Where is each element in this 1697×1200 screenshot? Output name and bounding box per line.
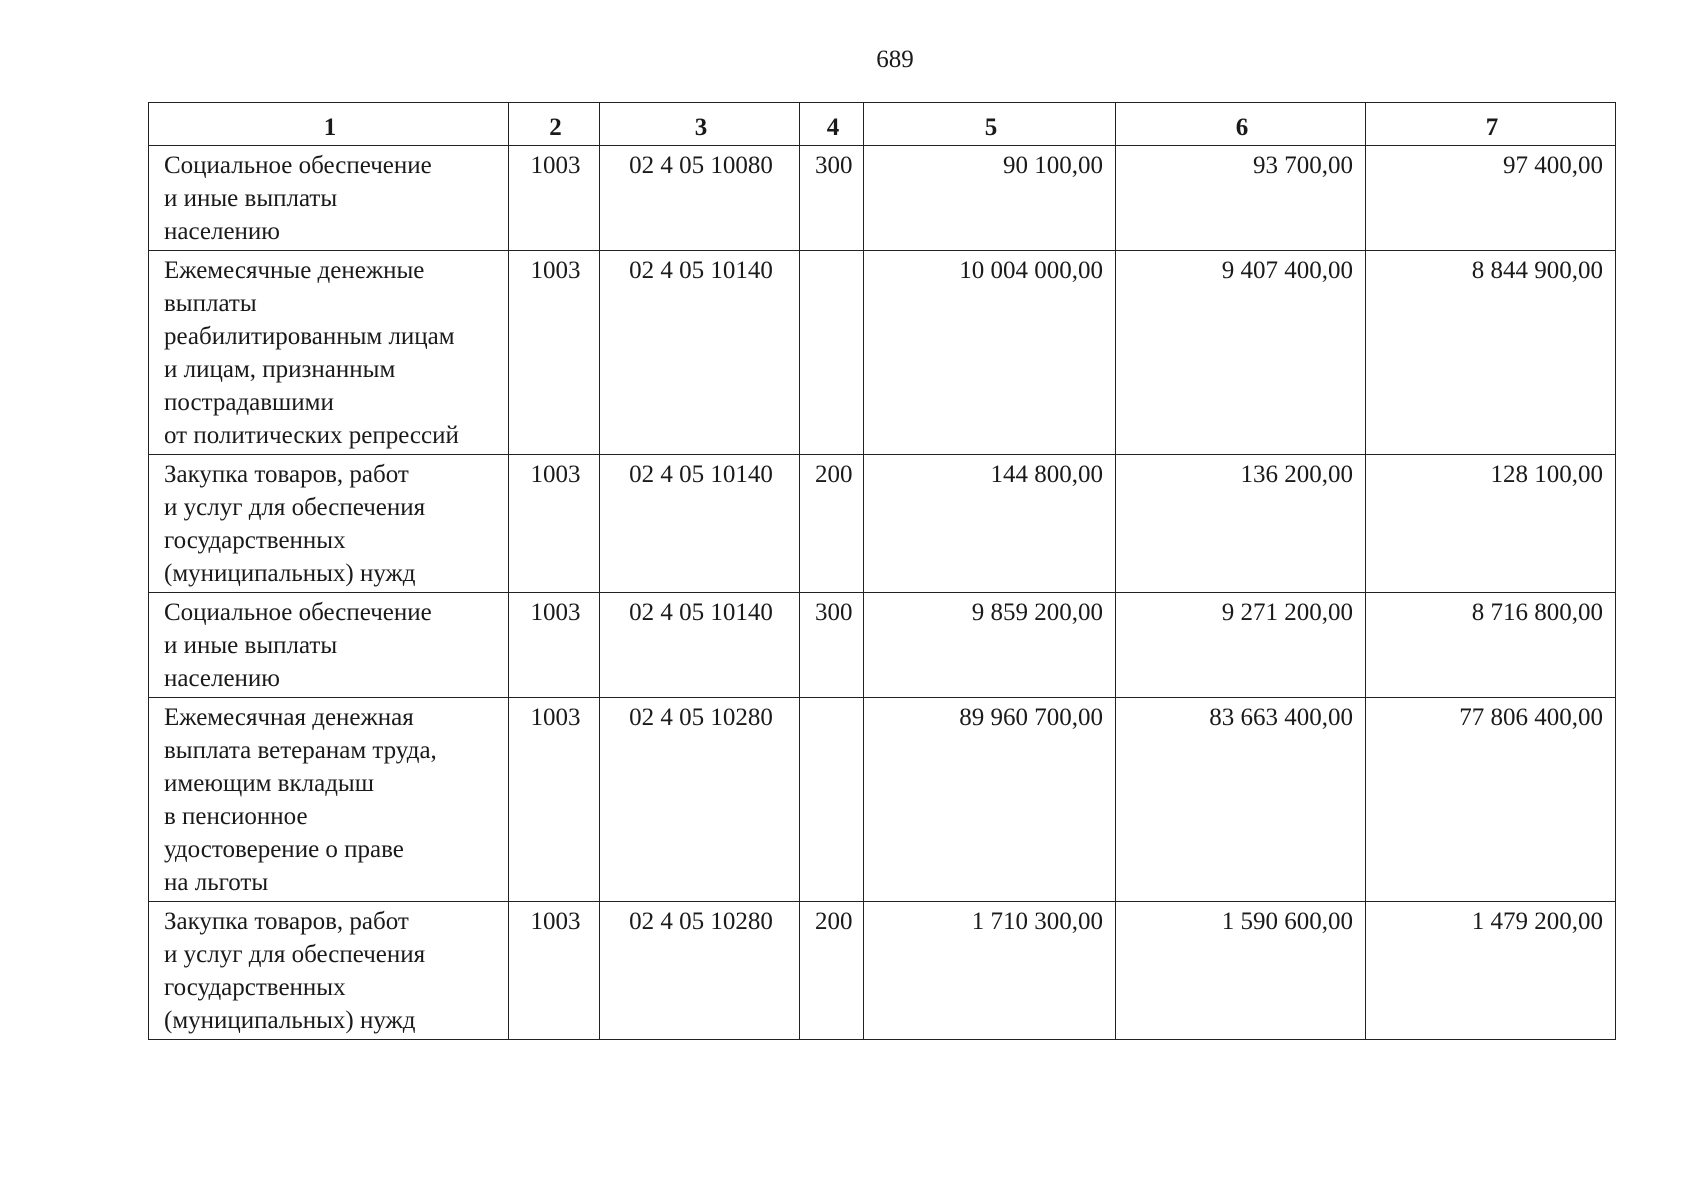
- row-amount-col7: 8 716 800,00: [1366, 593, 1616, 698]
- row-amount-col6: 1 590 600,00: [1116, 902, 1366, 1040]
- row-name-line: имеющим вкладыш: [164, 770, 374, 797]
- row-expense-type: 300: [800, 146, 864, 251]
- row-name-line: государственных: [164, 527, 346, 554]
- row-target-code: 02 4 05 10140: [600, 251, 800, 455]
- header-col-3: 3: [600, 103, 800, 146]
- table-row: [149, 455, 1616, 593]
- table-row: [149, 593, 1616, 698]
- row-name-line: от политических репрессий: [164, 422, 459, 449]
- row-section-code: 1003: [509, 698, 600, 902]
- row-name-line: и иные выплаты: [164, 185, 338, 212]
- row-name-line: Социальное обеспечение: [164, 599, 432, 626]
- row-section-code: 1003: [509, 146, 600, 251]
- row-expense-type: 200: [800, 902, 864, 1040]
- row-expense-type: [800, 698, 864, 902]
- row-name: [149, 251, 509, 455]
- table-body: [149, 146, 1616, 1040]
- row-amount-col6: 136 200,00: [1116, 455, 1366, 593]
- row-name: [149, 593, 509, 698]
- row-name: [149, 902, 509, 1040]
- row-name-line: выплата ветеранам труда,: [164, 737, 437, 764]
- row-name-line: удостоверение о праве: [164, 836, 404, 863]
- row-name-line: Социальное обеспечение: [164, 152, 432, 179]
- row-name-line: и услуг для обеспечения: [164, 494, 426, 521]
- row-name-line: в пенсионное: [164, 803, 308, 830]
- header-col-5: 5: [864, 103, 1116, 146]
- row-amount-col6: 93 700,00: [1116, 146, 1366, 251]
- header-col-2: 2: [509, 103, 600, 146]
- header-col-6: 6: [1116, 103, 1366, 146]
- table-row: [149, 902, 1616, 1040]
- row-name-line: и иные выплаты: [164, 632, 338, 659]
- row-name: [149, 698, 509, 902]
- row-name-line: (муниципальных) нужд: [164, 560, 416, 587]
- row-name-line: и услуг для обеспечения: [164, 941, 426, 968]
- row-amount-col7: 8 844 900,00: [1366, 251, 1616, 455]
- row-amount-col7: 97 400,00: [1366, 146, 1616, 251]
- budget-table: [148, 102, 1616, 1040]
- header-row: [149, 103, 1616, 146]
- page-number: 689: [876, 46, 914, 73]
- row-amount-col7: 1 479 200,00: [1366, 902, 1616, 1040]
- header-col-4: 4: [800, 103, 864, 146]
- row-name-line: реабилитированным лицам: [164, 323, 455, 350]
- row-amount-col5: 1 710 300,00: [864, 902, 1116, 1040]
- header-col-7: 7: [1366, 103, 1616, 146]
- row-amount-col5: 10 004 000,00: [864, 251, 1116, 455]
- row-name-line: Ежемесячная денежная: [164, 704, 414, 731]
- row-target-code: 02 4 05 10140: [600, 593, 800, 698]
- row-amount-col5: 89 960 700,00: [864, 698, 1116, 902]
- row-amount-col6: 9 271 200,00: [1116, 593, 1366, 698]
- row-name-line: населению: [164, 218, 280, 245]
- row-target-code: 02 4 05 10280: [600, 698, 800, 902]
- table-row: [149, 251, 1616, 455]
- row-name-line: Закупка товаров, работ: [164, 908, 409, 935]
- row-name-line: выплаты: [164, 290, 257, 317]
- row-name: [149, 146, 509, 251]
- row-target-code: 02 4 05 10080: [600, 146, 800, 251]
- row-name-line: (муниципальных) нужд: [164, 1007, 416, 1034]
- row-section-code: 1003: [509, 455, 600, 593]
- row-expense-type: 300: [800, 593, 864, 698]
- row-name-line: государственных: [164, 974, 346, 1001]
- table-row: [149, 698, 1616, 902]
- row-name: [149, 455, 509, 593]
- row-amount-col5: 144 800,00: [864, 455, 1116, 593]
- row-amount-col6: 83 663 400,00: [1116, 698, 1366, 902]
- row-section-code: 1003: [509, 593, 600, 698]
- row-name-line: на льготы: [164, 869, 269, 896]
- row-target-code: 02 4 05 10280: [600, 902, 800, 1040]
- row-expense-type: [800, 251, 864, 455]
- row-name-line: Ежемесячные денежные: [164, 257, 425, 284]
- row-target-code: 02 4 05 10140: [600, 455, 800, 593]
- row-name-line: и лицам, признанным: [164, 356, 396, 383]
- row-section-code: 1003: [509, 251, 600, 455]
- row-name-line: Закупка товаров, работ: [164, 461, 409, 488]
- header-col-1: 1: [149, 103, 509, 146]
- row-amount-col6: 9 407 400,00: [1116, 251, 1366, 455]
- row-amount-col5: 9 859 200,00: [864, 593, 1116, 698]
- row-section-code: 1003: [509, 902, 600, 1040]
- row-amount-col5: 90 100,00: [864, 146, 1116, 251]
- row-name-line: пострадавшими: [164, 389, 334, 416]
- row-expense-type: 200: [800, 455, 864, 593]
- row-name-line: населению: [164, 665, 280, 692]
- row-amount-col7: 77 806 400,00: [1366, 698, 1616, 902]
- table-row: [149, 146, 1616, 251]
- row-amount-col7: 128 100,00: [1366, 455, 1616, 593]
